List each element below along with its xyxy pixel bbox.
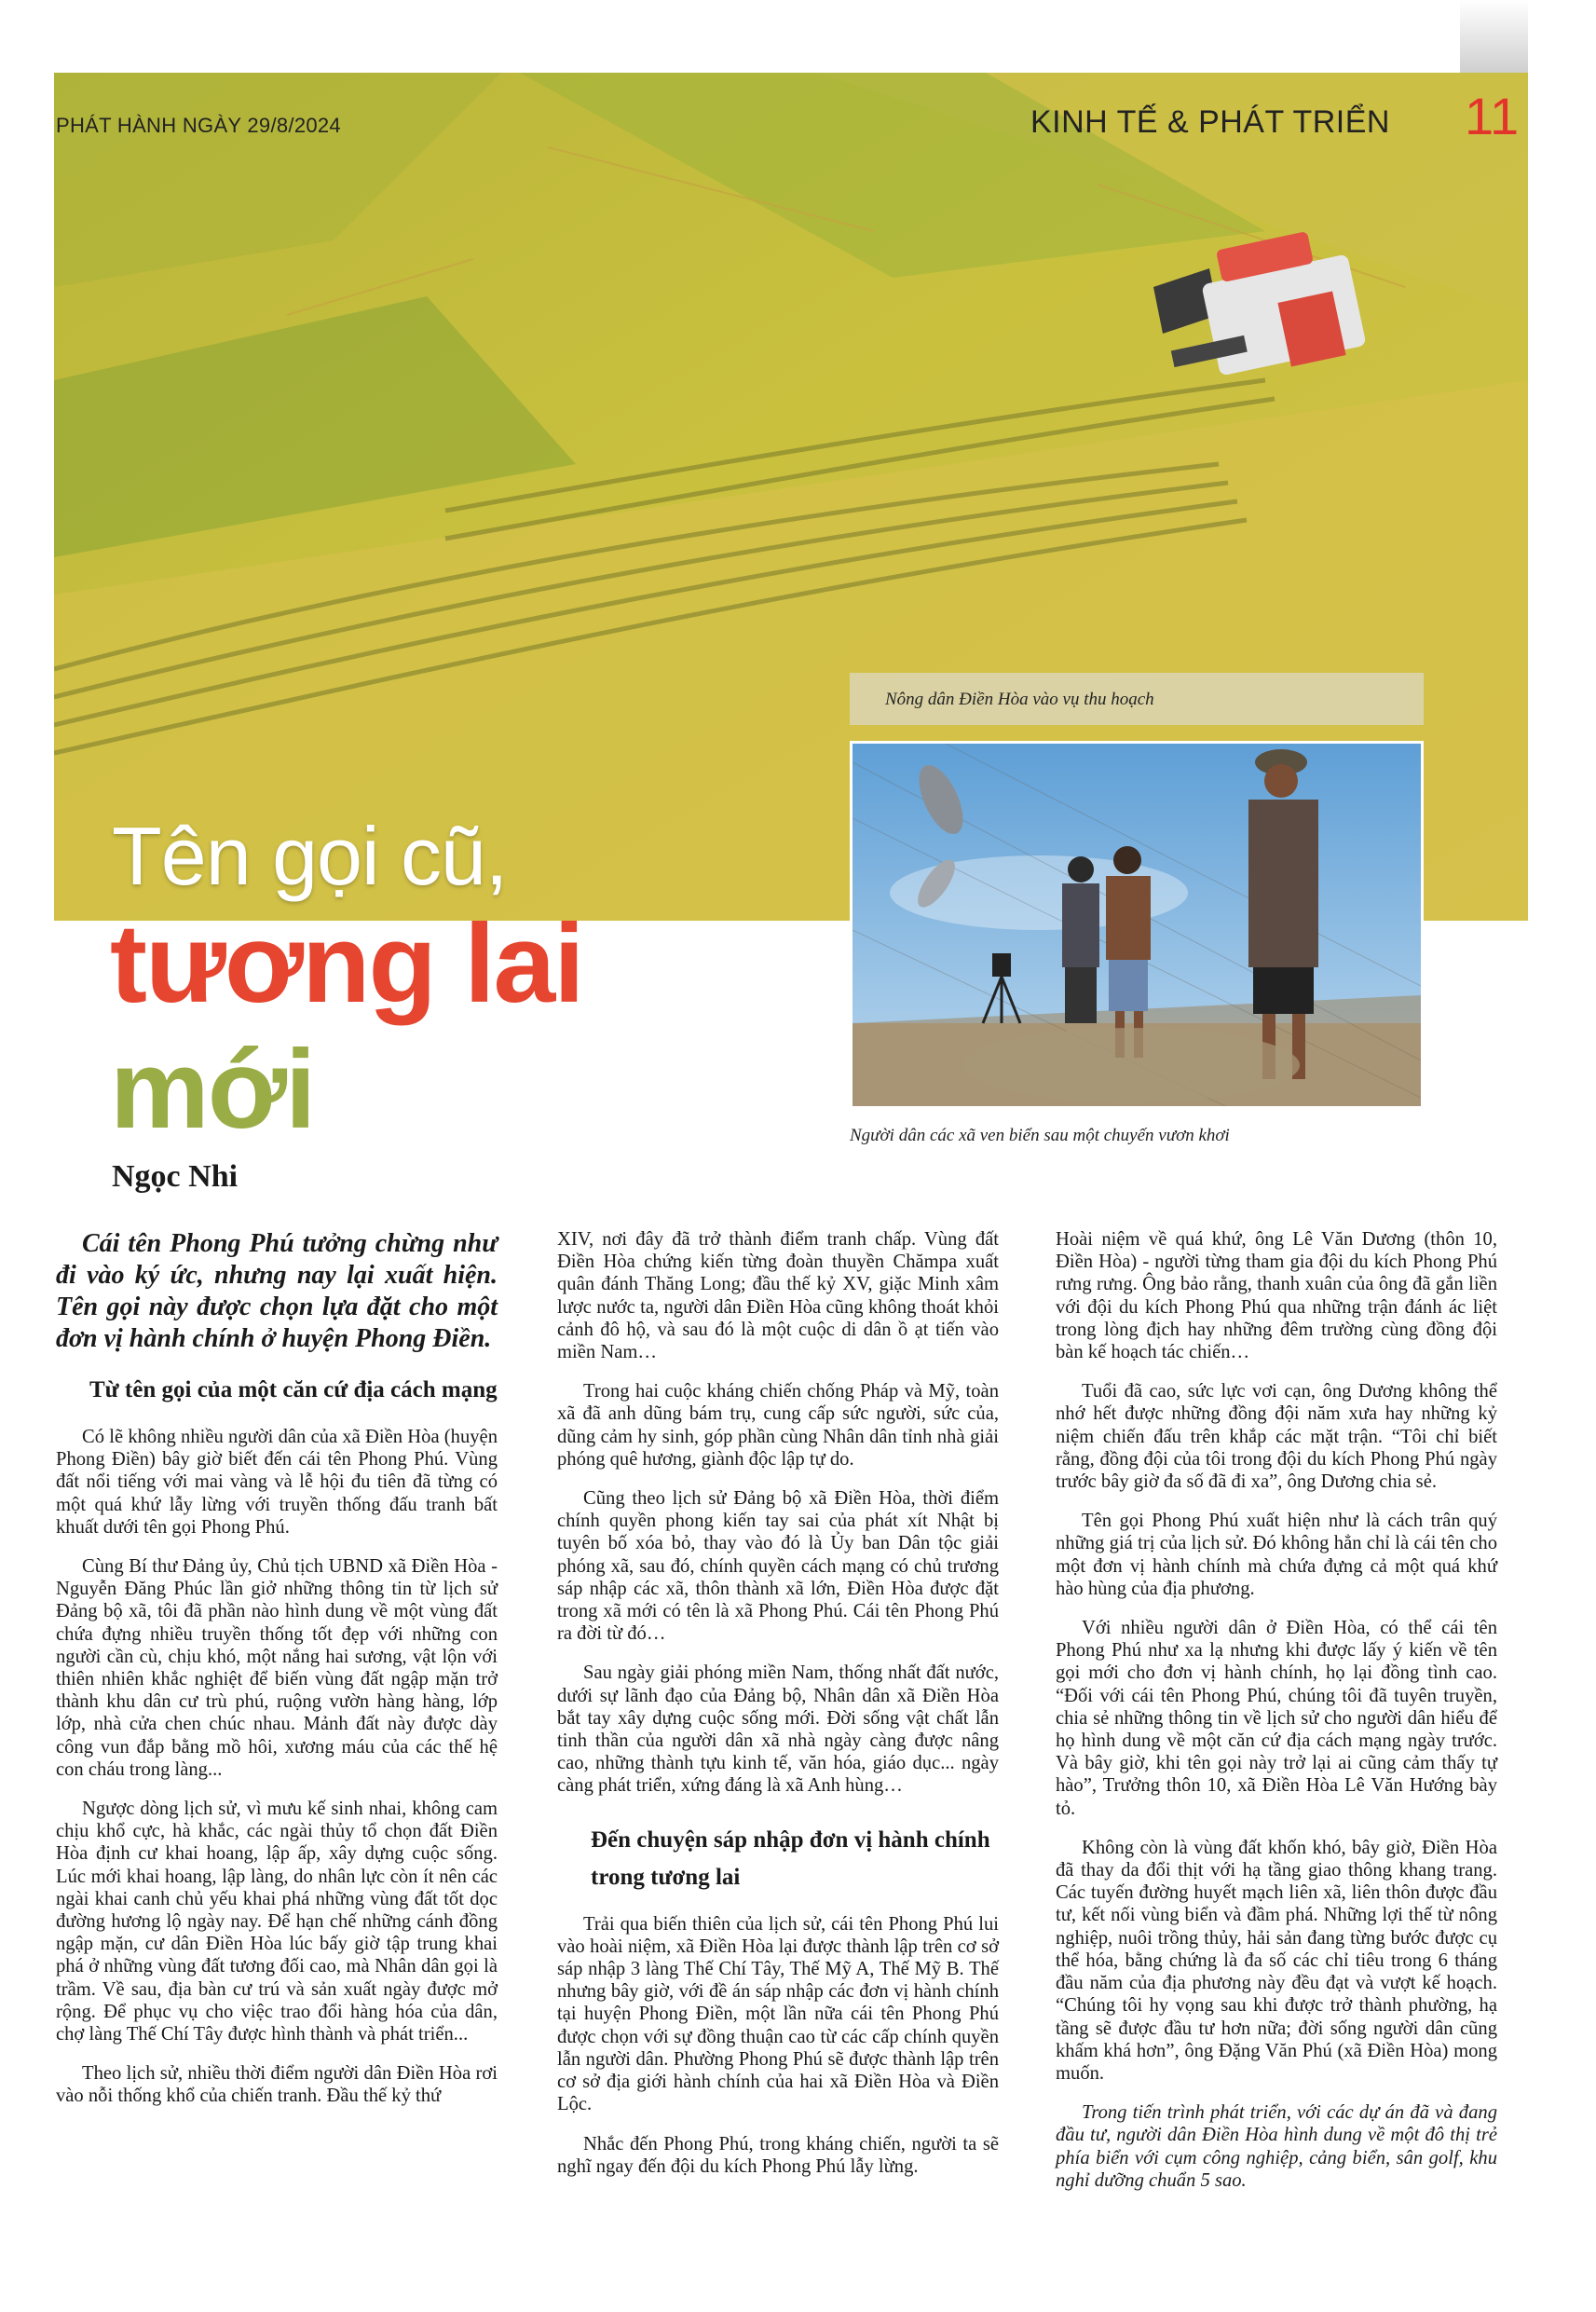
paragraph: Theo lịch sử, nhiều thời điểm người dân Điền Hòa rơi vào nỗi thống khổ của chiến tranh. Đầu thế kỷ thứ bbox=[56, 2063, 498, 2107]
paragraph: Ngược dòng lịch sử, vì mưu kế sinh nhai, không cam chịu khổ cực, hà khắc, các ngài thủy tổ chọn đất Điền Hòa định cư khai hoang, lập ấp, xây dựng cuộc sống. Lúc mới khai hoang, lập làng, do nhân lực còn ít nên các ngài khai canh chủ yếu khai phá những vùng đất tốt dọc đường hương lộ ngày nay. Để hạn chế những cánh đồng ngập mặn, cư dân Điền Hòa lúc bấy giờ tập trung khai phá ở những vùng đất tương đối cao, mà Nhân dân gọi là trầm. Về sau, địa bàn cư trú và sản xuất ngày được mở rộng. Để phục vụ cho việc trao đổi hàng hóa của dân, chợ làng Thế Chí Tây được hình thành và phát triển... bbox=[56, 1799, 498, 2045]
paragraph: Không còn là vùng đất khốn khó, bây giờ, Điền Hòa đã thay da đổi thịt với hạ tầng giao thông khang trang. Các tuyến đường huyết mạch liên xã, liên thôn được đầu tư, kết nối vùng biển và đầm phá. Những lợi thế từ nông nghiệp, nuôi trồng thủy, hải sản đang từng bước được cụ thể hóa, bằng chứng là đa số các chỉ tiêu trong 6 tháng đầu năm của địa phương này đều đạt và vượt kế hoạch. “Chúng tôi hy vọng sau khi được trở thành phường, hạ tầng sẽ được đầu tư hơn nữa; đời sống người dân cũng khấm khá hơn”, ông Đặng Văn Phú (xã Điền Hòa) mong muốn. bbox=[1056, 1837, 1497, 2084]
paragraph: Nhắc đến Phong Phú, trong kháng chiến, người ta sẽ nghĩ ngay đến đội du kích Phong Phú lẫy lừng. bbox=[557, 2133, 999, 2177]
paragraph: Cũng theo lịch sử Đảng bộ xã Điền Hòa, thời điểm chính quyền phong kiến tay sai của phát xít Nhật bị tuyên bố xóa bỏ, thay vào đó là Ủy ban Dân tộc giải phóng xã, sau đó, chính quyền cách mạng có chủ trương sáp nhập các xã, thôn thành xã lớn, Điền Hòa được đặt trong xã mới có tên là xã Phong Phú. Cái tên Phong Phú ra đời từ đó… bbox=[557, 1488, 999, 1645]
paragraph: Trong hai cuộc kháng chiến chống Pháp và Mỹ, toàn xã đã anh dũng bám trụ, cung cấp sức người, sức của, dũng cảm hy sinh, góp phần cùng Nhân dân tỉnh nhà giải phóng quê hương, giành độc lập tự do. bbox=[557, 1381, 999, 1470]
page-tab-strip bbox=[1460, 0, 1528, 73]
paragraph: Trải qua biến thiên của lịch sử, cái tên Phong Phú lui vào hoài niệm, xã Điền Hòa lại được thành lập trên cơ sở sáp nhập 3 làng Thế Chí Tây, Thế Mỹ A, Thế Mỹ B. Thế nhưng bây giờ, với đề án sáp nhập các đơn vị hành chính tại huyện Phong Điền, một lần nữa cái tên Phong Phú được chọn với sự đồng thuận cao từ các cấp chính quyền lẫn người dân. Phường Phong Phú sẽ được thành lập trên cơ sở địa giới hành chính của hai xã Điền Hòa và Điền Lộc. bbox=[557, 1913, 999, 2115]
subheading-2: Đến chuyện sáp nhập đơn vị hành chính trong tương lai bbox=[591, 1826, 990, 1890]
article-column-1 bbox=[56, 1228, 498, 2125]
author-byline: Ngọc Nhi bbox=[112, 1159, 239, 1194]
headline-line-3: mới bbox=[110, 1027, 315, 1152]
section-title: KINH TẾ & PHÁT TRIỂN bbox=[1030, 104, 1390, 140]
fishermen-illustration bbox=[853, 744, 1421, 1106]
paragraph: Tuổi đã cao, sức lực vơi cạn, ông Dương không thể nhớ hết được những đồng đội năm xưa hay những kỷ niệm chiến đấu trên khắp các mặt trận. “Tôi chỉ biết rằng, đồng đội của tôi trong đội du kích Phong Phú ngày trước bây giờ đa số đã đi xa”, ông Dương chia sẻ. bbox=[1056, 1381, 1497, 1493]
fishermen-photo-caption: Người dân các xã ven biển sau một chuyến vươn khơi bbox=[850, 1126, 1230, 1145]
paragraph: Cùng Bí thư Đảng ủy, Chủ tịch UBND xã Điền Hòa - Nguyễn Đăng Phúc lần giở những thông tin từ lịch sử Đảng bộ xã, tôi đã phần nào hình dung về một vùng đất chứa đựng nhiều truyền thống tốt đẹp với những con người cần cù, chịu khó, một nắng hai sương, vật lộn với thiên nhiên khắc nghiệt để biến vùng đất ngập mặn trở thành khu dân cư trù phú, ruộng vườn hàng hàng, lớp lớp, nhà cửa chen chúc nhau. Mảnh đất này được dày công vun đắp bằng mồ hôi, xương máu của các thế hệ con cháu trong làng... bbox=[56, 1556, 498, 1780]
paragraph: Với nhiều người dân ở Điền Hòa, có thể cái tên Phong Phú như xa lạ nhưng khi được lấy ý kiến về tên gọi mới cho đơn vị hành chính, họ lại đồng tình cao. “Đối với cái tên Phong Phú, chúng tôi đã tuyên truyền, chia sẻ những thông tin về lịch sử cho người dân hiểu để họ hình dung về một căn cứ địa cách mạng ngày trước. Và bây giờ, khi tên gọi này trở lại ai cũng cảm thấy tự hào”, Trưởng thôn 10, xã Điền Hòa Lê Văn Hướng bày tỏ. bbox=[1056, 1618, 1497, 1819]
headline-line-2: tương lai bbox=[110, 901, 583, 1026]
article-column-2 bbox=[557, 1228, 999, 2195]
harvest-photo-caption: Nông dân Điền Hòa vào vụ thu hoạch bbox=[885, 690, 1154, 709]
article-column-3 bbox=[1056, 1228, 1497, 2209]
headline-line-1: Tên gọi cũ, bbox=[112, 810, 508, 902]
closing-paragraph: Trong tiến trình phát triển, với các dự án đã và đang đầu tư, người dân Điền Hòa hình dung về một đô thị trẻ phía biển với cụm công nghiệp, cảng biển, sân golf, khu nghỉ dưỡng chuẩn 5 sao. bbox=[1056, 2102, 1497, 2191]
paragraph: Hoài niệm về quá khứ, ông Lê Văn Dương (thôn 10, Điền Hòa) - người từng tham gia đội du kích Phong Phú rưng rưng. Ông bảo rằng, thanh xuân của ông đã gắn liền với đội du kích Phong Phú qua những trận đánh ác liệt trong lòng địch hay những đêm trường cùng đồng đội bàn kế hoạch tác chiến… bbox=[1056, 1229, 1497, 1363]
fishermen-photo bbox=[850, 741, 1424, 1109]
subheading-1: Từ tên gọi của một căn cứ địa cách mạng bbox=[89, 1377, 498, 1402]
paragraph: XIV, nơi đây đã trở thành điểm tranh chấp. Vùng đất Điền Hòa chứng kiến từng đoàn thuyền Chămpa xuất quân đánh Thăng Long; đầu thế kỷ XV, giặc Minh xâm lược nước ta, người dân Điền Hòa cũng không thoát khỏi cảnh đô hộ, và sau đó là một cuộc di dân ồ ạt tiến vào miền Nam… bbox=[557, 1229, 999, 1363]
paragraph: Sau ngày giải phóng miền Nam, thống nhất đất nước, dưới sự lãnh đạo của Đảng bộ, Nhân dân xã Điền Hòa bắt tay xây dựng cuộc sống mới. Đời sống vật chất lẫn tinh thần của người dân xã nhà ngày càng được nâng cao, những thành tựu kinh tế, văn hóa, giáo dục... ngày càng phát triển, xứng đáng là xã Anh hùng… bbox=[557, 1662, 999, 1797]
page-number: 11 bbox=[1465, 87, 1520, 145]
issue-date: PHÁT HÀNH NGÀY 29/8/2024 bbox=[56, 114, 341, 137]
article-lead: Cái tên Phong Phú tưởng chừng như đi vào ký ức, nhưng nay lại xuất hiện. Tên gọi này được chọn lựa đặt cho một đơn vị hành chính ở huyện Phong Điền. bbox=[56, 1229, 498, 1353]
paragraph: Tên gọi Phong Phú xuất hiện như là cách trân quý những giá trị của lịch sử. Đó không hẳn chỉ là cái tên cho một đơn vị hành chính mà chứa đựng cả một quá khứ hào hùng của địa phương. bbox=[1056, 1511, 1497, 1599]
paragraph: Có lẽ không nhiều người dân của xã Điền Hòa (huyện Phong Điền) bây giờ biết đến cái tên Phong Phú. Vùng đất nổi tiếng với mai vàng và lễ hội đu tiên đã từng có một quá khứ lẫy lừng với truyền thống đấu tranh bất khuất dưới tên gọi Phong Phú. bbox=[56, 1427, 498, 1538]
